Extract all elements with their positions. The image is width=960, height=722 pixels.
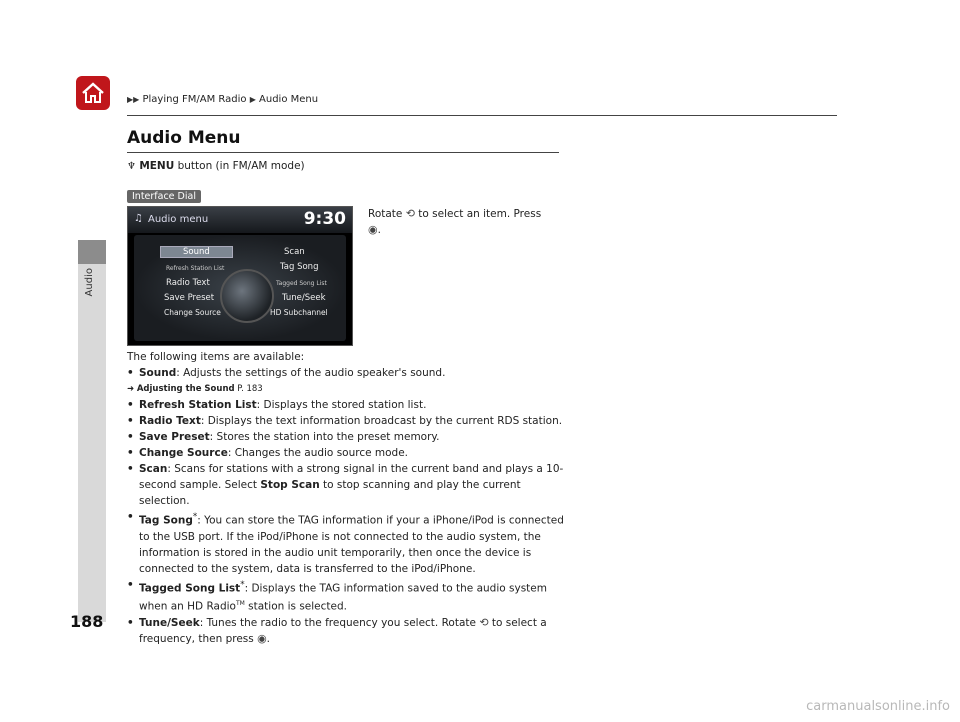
- screen-item-tagged-list[interactable]: Tagged Song List: [276, 280, 327, 287]
- sidebar-tab: [78, 240, 106, 622]
- menu-instruction: [127, 160, 305, 172]
- screen-item-refresh[interactable]: Refresh Station List: [166, 265, 225, 272]
- header-divider: [127, 115, 837, 116]
- screen-item-tune-seek[interactable]: Tune/Seek: [282, 293, 326, 303]
- reference-arrow-icon: ➜: [127, 384, 137, 394]
- item-term: Save Preset: [139, 431, 210, 443]
- list-item: [127, 397, 567, 413]
- section-tag: Interface Dial: [127, 190, 201, 203]
- item-term: Scan: [139, 463, 168, 475]
- available-intro: The following items are available:: [127, 351, 305, 363]
- item-term: Change Source: [139, 447, 228, 459]
- item-term: Sound: [139, 367, 177, 379]
- title-divider: [127, 152, 559, 153]
- page-number: 188: [70, 612, 104, 631]
- item-desc: to stop scanning and play the current selection.: [139, 479, 521, 507]
- press-dial-icon: ◉: [368, 223, 378, 236]
- breadcrumb-arrow-icon: ▶▶: [127, 95, 140, 104]
- breadcrumb-item[interactable]: Audio Menu: [259, 94, 319, 105]
- screen-item-radio-text[interactable]: Radio Text: [166, 278, 210, 288]
- breadcrumb-arrow-icon: ▶: [249, 95, 256, 104]
- menu-button-icon: ♆: [127, 161, 136, 172]
- item-desc: : You can store the TAG information if your a iPhone/iPod is connected to the USB port. If the iPod/iPhone is not connected to the audio system, the information is stored in the audio unit temporarily, then once the device is connected to the system, data is transferred to the iPod/iPhone.: [139, 514, 564, 575]
- item-term: Radio Text: [139, 415, 201, 427]
- press-dial-icon: ◉: [257, 631, 267, 645]
- list-item: [127, 445, 567, 461]
- screen-clock: 9:30: [303, 209, 346, 229]
- breadcrumb-item[interactable]: Playing FM/AM Radio: [142, 94, 247, 105]
- cross-reference[interactable]: [127, 381, 567, 397]
- item-term: Tagged Song List: [139, 582, 241, 594]
- list-item: [127, 509, 567, 577]
- item-desc: : Scans for stations with a strong signal in the current band and plays a 10-second sample. Select: [139, 463, 564, 491]
- screen-item-change-source[interactable]: Change Source: [164, 308, 221, 317]
- item-desc: : Displays the TAG information saved to the audio system when an HD Radio: [139, 582, 547, 613]
- item-term: Refresh Station List: [139, 399, 257, 411]
- sidebar-label: Audio: [84, 268, 95, 297]
- reference-page: P. 183: [234, 384, 263, 394]
- menu-button-label: MENU: [139, 160, 175, 172]
- sidebar-tab-marker: [78, 240, 106, 264]
- footnote-star: *: [240, 579, 245, 590]
- rotate-end: .: [377, 224, 381, 236]
- list-item: [127, 577, 567, 615]
- rotate-dial-icon: ⟲: [479, 615, 489, 629]
- list-item: [127, 461, 567, 509]
- interface-dial-knob[interactable]: [220, 269, 274, 323]
- rotate-suffix: to select an item. Press: [414, 208, 542, 220]
- item-term: Tag Song: [139, 514, 193, 527]
- breadcrumb: [127, 94, 318, 105]
- item-list: [127, 349, 567, 647]
- music-note-icon: ♫: [134, 213, 143, 224]
- item-desc: : Tunes the radio to the frequency you select. Rotate: [199, 616, 480, 629]
- item-desc: : Changes the audio source mode.: [227, 447, 409, 459]
- item-desc: : Adjusts the settings of the audio speaker's sound.: [176, 367, 446, 379]
- rotate-instruction: [368, 206, 558, 238]
- reference-label[interactable]: Adjusting the Sound: [136, 384, 235, 394]
- home-button[interactable]: [76, 76, 110, 110]
- list-item: [127, 429, 567, 445]
- screen-header: [128, 207, 352, 233]
- screen-item-save-preset[interactable]: Save Preset: [164, 293, 215, 303]
- item-term: Stop Scan: [260, 479, 320, 491]
- watermark: carmanualsonline.info: [806, 699, 950, 714]
- screen-item-sound[interactable]: Sound: [160, 246, 233, 258]
- screen-title: Audio menu: [148, 214, 209, 225]
- page-title: Audio Menu: [127, 128, 241, 148]
- item-end: .: [266, 632, 271, 645]
- rotate-prefix: Rotate: [368, 208, 403, 220]
- footnote-star: *: [192, 512, 198, 522]
- item-desc: to select a frequency, then press: [139, 616, 547, 645]
- item-desc: : Stores the station into the preset memory.: [209, 431, 440, 443]
- item-desc: station is selected.: [244, 600, 347, 613]
- list-item: [127, 615, 567, 647]
- item-desc: : Displays the text information broadcast by the current RDS station.: [200, 415, 563, 427]
- item-desc: : Displays the stored station list.: [256, 399, 427, 411]
- list-item: [127, 365, 567, 381]
- audio-menu-screen: [127, 206, 353, 346]
- trademark: TM: [235, 600, 245, 607]
- list-item: [127, 413, 567, 429]
- menu-suffix: button (in FM/AM mode): [174, 160, 305, 172]
- screen-menu: [134, 235, 346, 341]
- screen-item-tag-song[interactable]: Tag Song: [280, 262, 319, 272]
- home-icon: [81, 82, 105, 104]
- item-term: Tune/Seek: [139, 616, 200, 629]
- screen-item-hd-sub[interactable]: HD Subchannel: [270, 308, 328, 317]
- screen-item-scan[interactable]: Scan: [284, 247, 305, 257]
- rotate-dial-icon: ⟲: [405, 207, 415, 220]
